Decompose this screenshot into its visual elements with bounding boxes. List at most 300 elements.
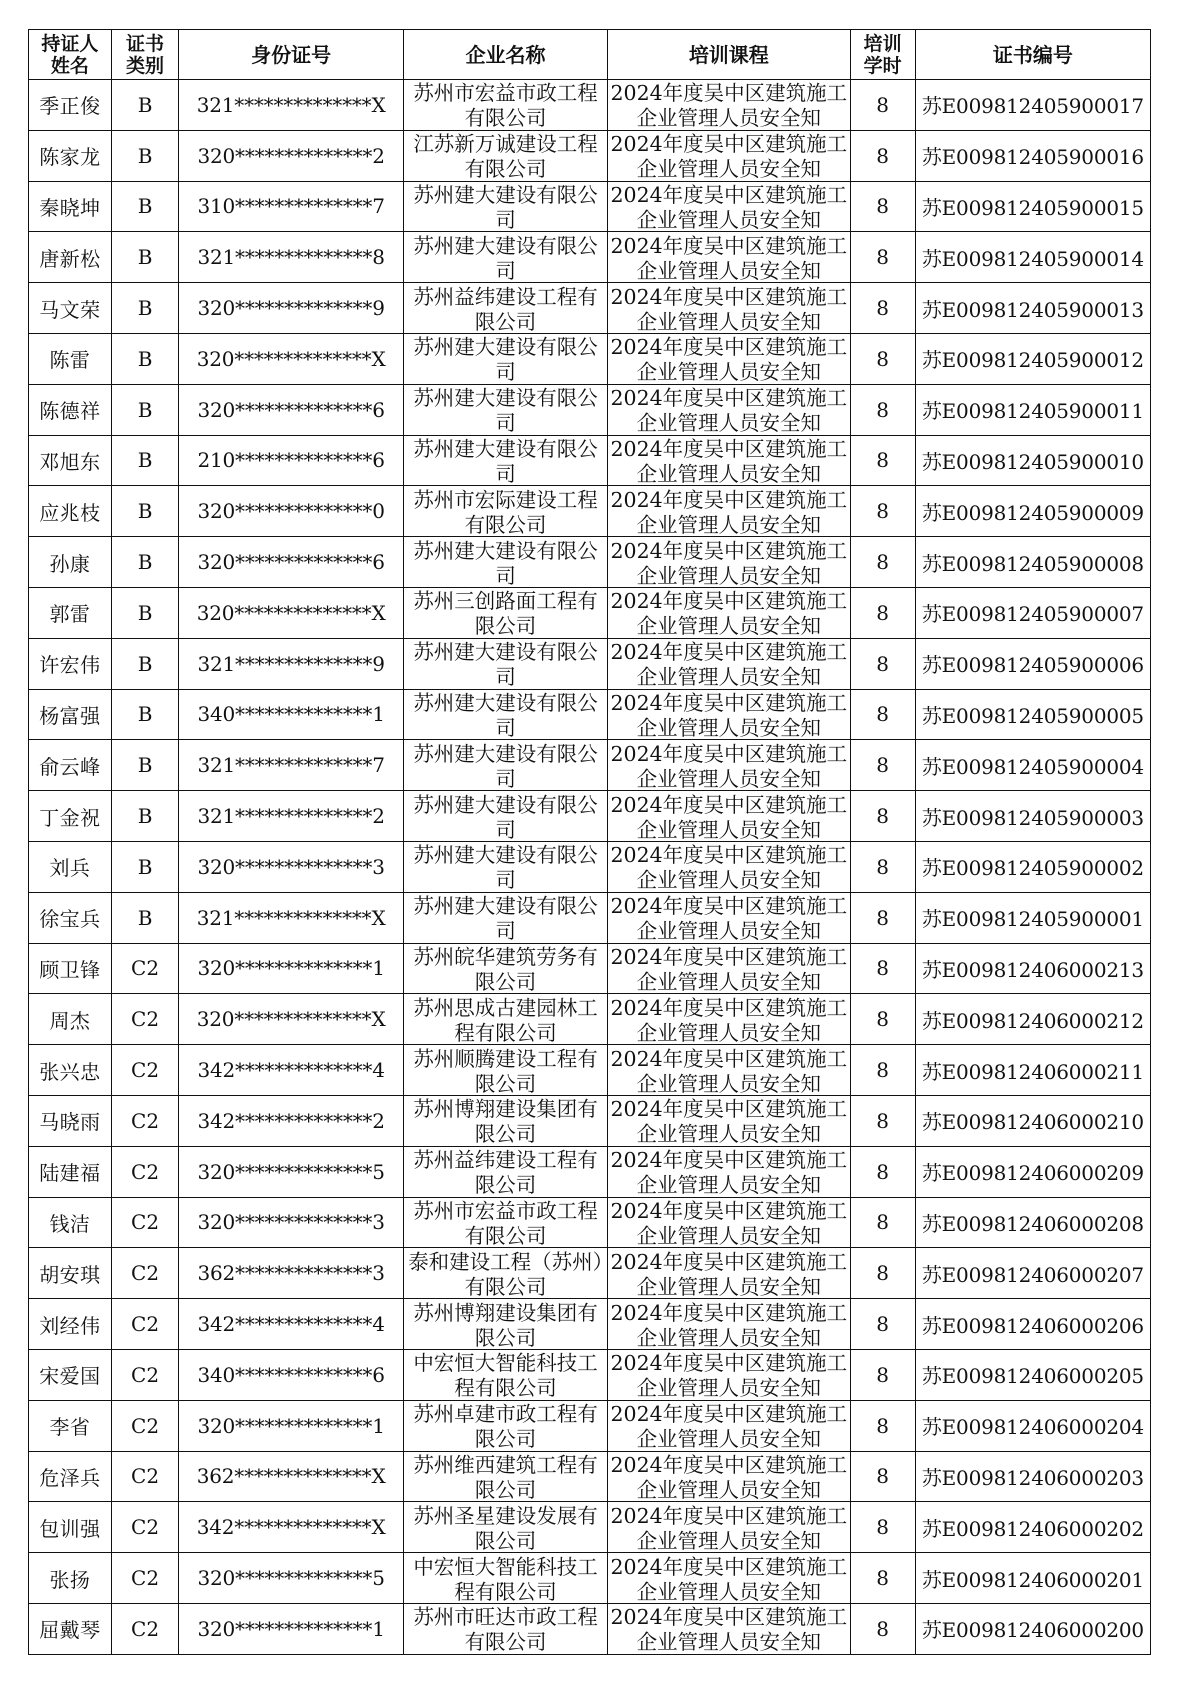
company-cell-text: 苏州卓建市政工程有限公司 [413,1402,598,1451]
hours-cell: 8 [850,689,915,740]
hours-cell: 8 [850,181,915,232]
id-number-cell: 342**************4 [179,1045,404,1096]
hours-cell: 8 [850,1400,915,1451]
table-row [29,892,1151,943]
cert-number-cell: 苏E009812405900010 [915,435,1150,486]
course-cell [608,486,850,537]
table-row [29,130,1151,181]
table-row [29,1146,1151,1197]
company-cell-text: 苏州建大建设有限公司 [413,894,598,943]
id-number-cell: 320**************5 [179,1146,404,1197]
holder-name-cell: 孙康 [29,537,112,588]
cert-type-cell: C2 [111,1400,178,1451]
cert-type-cell: B [111,384,178,435]
course-cell [608,1299,850,1350]
course-cell [608,537,850,588]
company-cell [404,740,608,791]
course-cell [608,994,850,1045]
id-number-cell: 320**************1 [179,943,404,994]
course-cell-text: 2024年度吴中区建筑施工企业管理人员安全知 [610,1249,848,1298]
holder-name-cell: 俞云峰 [29,740,112,791]
id-number-cell: 362**************3 [179,1248,404,1299]
table-body [29,80,1151,1655]
company-cell-text: 苏州博翔建设集团有限公司 [413,1097,598,1146]
course-cell [608,740,850,791]
header-company: 企业名称 [404,30,608,80]
table-row [29,232,1151,283]
id-number-cell: 320**************X [179,587,404,638]
company-cell-text: 江苏新万诚建设工程有限公司 [413,132,598,181]
holder-name-cell: 秦晓坤 [29,181,112,232]
holder-name-cell: 危泽兵 [29,1451,112,1502]
hours-cell: 8 [850,1349,915,1400]
hours-cell: 8 [850,486,915,537]
course-cell [608,333,850,384]
company-cell [404,1299,608,1350]
cert-type-cell: B [111,130,178,181]
table-row [29,486,1151,537]
course-cell-text: 2024年度吴中区建筑施工企业管理人员安全知 [610,1605,848,1654]
company-cell [404,1349,608,1400]
cert-number-cell: 苏E009812406000212 [915,994,1150,1045]
holder-name-cell: 徐宝兵 [29,892,112,943]
company-cell-text: 苏州皖华建筑劳务有限公司 [413,944,598,993]
course-cell-text: 2024年度吴中区建筑施工企业管理人员安全知 [610,132,848,181]
course-cell-text: 2024年度吴中区建筑施工企业管理人员安全知 [610,487,848,536]
id-number-cell: 320**************9 [179,283,404,334]
holder-name-cell: 应兆枝 [29,486,112,537]
course-cell [608,892,850,943]
holder-name-cell: 包训强 [29,1502,112,1553]
course-cell [608,1553,850,1604]
company-cell [404,435,608,486]
course-cell-text: 2024年度吴中区建筑施工企业管理人员安全知 [610,436,848,485]
company-cell [404,384,608,435]
holder-name-cell: 郭雷 [29,587,112,638]
course-cell-text: 2024年度吴中区建筑施工企业管理人员安全知 [610,589,848,638]
course-cell-text: 2024年度吴中区建筑施工企业管理人员安全知 [610,640,848,689]
course-cell [608,181,850,232]
course-cell-text: 2024年度吴中区建筑施工企业管理人员安全知 [610,335,848,384]
course-cell-text: 2024年度吴中区建筑施工企业管理人员安全知 [610,81,848,130]
cert-type-cell: C2 [111,1451,178,1502]
course-cell-text: 2024年度吴中区建筑施工企业管理人员安全知 [610,1097,848,1146]
table-row [29,333,1151,384]
hours-cell: 8 [850,1248,915,1299]
hours-cell: 8 [850,537,915,588]
id-number-cell: 210**************6 [179,435,404,486]
table-row [29,1502,1151,1553]
cert-number-cell: 苏E009812405900013 [915,283,1150,334]
table-row [29,791,1151,842]
company-cell-text: 苏州建大建设有限公司 [413,843,598,892]
cert-type-cell: C2 [111,1553,178,1604]
company-cell-text: 苏州建大建设有限公司 [413,792,598,841]
table-row [29,1400,1151,1451]
company-cell [404,1045,608,1096]
holder-name-cell: 刘兵 [29,841,112,892]
cert-number-cell: 苏E009812405900015 [915,181,1150,232]
id-number-cell: 320**************3 [179,1197,404,1248]
cert-type-cell: C2 [111,943,178,994]
course-cell-text: 2024年度吴中区建筑施工企业管理人员安全知 [610,233,848,282]
company-cell [404,333,608,384]
cert-number-cell: 苏E009812405900009 [915,486,1150,537]
cert-number-cell: 苏E009812405900003 [915,791,1150,842]
hours-cell: 8 [850,943,915,994]
certificate-table [28,29,1151,1655]
table-header [29,30,1151,80]
course-cell-text: 2024年度吴中区建筑施工企业管理人员安全知 [610,995,848,1044]
table-row [29,1451,1151,1502]
company-cell [404,130,608,181]
id-number-cell: 321**************7 [179,740,404,791]
header-cert-type: 证书 类别 [111,30,178,80]
hours-cell: 8 [850,80,915,131]
cert-type-cell: B [111,791,178,842]
holder-name-cell: 唐新松 [29,232,112,283]
company-cell [404,537,608,588]
company-cell [404,1146,608,1197]
id-number-cell: 320**************X [179,333,404,384]
company-cell-text: 苏州顺腾建设工程有限公司 [413,1046,598,1095]
holder-name-cell: 李省 [29,1400,112,1451]
cert-type-cell: B [111,689,178,740]
company-cell-text: 苏州市宏益市政工程有限公司 [413,1198,598,1247]
cert-type-cell: C2 [111,1146,178,1197]
cert-number-cell: 苏E009812406000203 [915,1451,1150,1502]
table-row [29,689,1151,740]
company-cell-text: 苏州维西建筑工程有限公司 [413,1452,598,1501]
company-cell [404,1197,608,1248]
holder-name-cell: 胡安琪 [29,1248,112,1299]
course-cell-text: 2024年度吴中区建筑施工企业管理人员安全知 [610,792,848,841]
company-cell [404,1603,608,1654]
cert-type-cell: B [111,486,178,537]
company-cell [404,1451,608,1502]
cert-number-cell: 苏E009812405900017 [915,80,1150,131]
id-number-cell: 362**************X [179,1451,404,1502]
table-row [29,1349,1151,1400]
company-cell-text: 苏州建大建设有限公司 [413,386,598,435]
company-cell [404,841,608,892]
cert-number-cell: 苏E009812406000213 [915,943,1150,994]
header-hours: 培训 学时 [850,30,915,80]
course-cell-text: 2024年度吴中区建筑施工企业管理人员安全知 [610,1046,848,1095]
hours-cell: 8 [850,1502,915,1553]
holder-name-cell: 陈雷 [29,333,112,384]
table-row [29,994,1151,1045]
cert-number-cell: 苏E009812405900005 [915,689,1150,740]
cert-number-cell: 苏E009812405900002 [915,841,1150,892]
cert-type-cell: B [111,740,178,791]
course-cell [608,1248,850,1299]
company-cell-text: 苏州建大建设有限公司 [413,182,598,231]
holder-name-cell: 刘经伟 [29,1299,112,1350]
id-number-cell: 320**************6 [179,537,404,588]
id-number-cell: 342**************X [179,1502,404,1553]
company-cell [404,791,608,842]
table-row [29,1197,1151,1248]
cert-type-cell: C2 [111,1045,178,1096]
hours-cell: 8 [850,232,915,283]
id-number-cell: 321**************9 [179,638,404,689]
header-id-number: 身份证号 [179,30,404,80]
course-cell [608,1400,850,1451]
course-cell-text: 2024年度吴中区建筑施工企业管理人员安全知 [610,1300,848,1349]
id-number-cell: 321**************8 [179,232,404,283]
cert-type-cell: C2 [111,1502,178,1553]
company-cell [404,181,608,232]
cert-number-cell: 苏E009812406000201 [915,1553,1150,1604]
company-cell-text: 苏州市宏益市政工程有限公司 [413,81,598,130]
course-cell [608,1045,850,1096]
course-cell-text: 2024年度吴中区建筑施工企业管理人员安全知 [610,1198,848,1247]
id-number-cell: 320**************3 [179,841,404,892]
table-row [29,80,1151,131]
course-cell-text: 2024年度吴中区建筑施工企业管理人员安全知 [610,1148,848,1197]
course-cell [608,384,850,435]
company-cell [404,1095,608,1146]
company-cell-text: 苏州建大建设有限公司 [413,741,598,790]
table-row [29,1095,1151,1146]
header-holder-name: 持证人 姓名 [29,30,112,80]
company-cell [404,80,608,131]
hours-cell: 8 [850,791,915,842]
course-cell [608,587,850,638]
course-cell-text: 2024年度吴中区建筑施工企业管理人员安全知 [610,1351,848,1400]
company-cell [404,1553,608,1604]
id-number-cell: 321**************2 [179,791,404,842]
course-cell [608,80,850,131]
holder-name-cell: 季正俊 [29,80,112,131]
company-cell-text: 苏州市旺达市政工程有限公司 [413,1605,598,1654]
company-cell-text: 苏州建大建设有限公司 [413,690,598,739]
cert-number-cell: 苏E009812405900016 [915,130,1150,181]
holder-name-cell: 邓旭东 [29,435,112,486]
hours-cell: 8 [850,638,915,689]
course-cell [608,232,850,283]
cert-type-cell: C2 [111,1299,178,1350]
company-cell-text: 苏州建大建设有限公司 [413,335,598,384]
company-cell-text: 苏州建大建设有限公司 [413,538,598,587]
cert-number-cell: 苏E009812405900014 [915,232,1150,283]
cert-type-cell: B [111,333,178,384]
hours-cell: 8 [850,435,915,486]
company-cell-text: 苏州圣星建设发展有限公司 [413,1503,598,1552]
table-row [29,1248,1151,1299]
course-cell-text: 2024年度吴中区建筑施工企业管理人员安全知 [610,1554,848,1603]
company-cell [404,689,608,740]
cert-number-cell: 苏E009812406000202 [915,1502,1150,1553]
course-cell-text: 2024年度吴中区建筑施工企业管理人员安全知 [610,284,848,333]
course-cell-text: 2024年度吴中区建筑施工企业管理人员安全知 [610,1402,848,1451]
id-number-cell: 320**************6 [179,384,404,435]
id-number-cell: 320**************1 [179,1603,404,1654]
company-cell-text: 苏州三创路面工程有限公司 [413,589,598,638]
course-cell-text: 2024年度吴中区建筑施工企业管理人员安全知 [610,741,848,790]
cert-type-cell: B [111,892,178,943]
course-cell-text: 2024年度吴中区建筑施工企业管理人员安全知 [610,538,848,587]
holder-name-cell: 陆建福 [29,1146,112,1197]
id-number-cell: 342**************2 [179,1095,404,1146]
course-cell [608,1349,850,1400]
holder-name-cell: 陈德祥 [29,384,112,435]
company-cell [404,587,608,638]
hours-cell: 8 [850,587,915,638]
cert-type-cell: C2 [111,1095,178,1146]
course-cell-text: 2024年度吴中区建筑施工企业管理人员安全知 [610,690,848,739]
course-cell [608,283,850,334]
company-cell-text: 中宏恒大智能科技工程有限公司 [413,1554,598,1603]
hours-cell: 8 [850,1451,915,1502]
company-cell-text: 苏州建大建设有限公司 [413,640,598,689]
header-cert-number: 证书编号 [915,30,1150,80]
table-row [29,740,1151,791]
hours-cell: 8 [850,1095,915,1146]
course-cell-text: 2024年度吴中区建筑施工企业管理人员安全知 [610,386,848,435]
table-row [29,1603,1151,1654]
holder-name-cell: 顾卫锋 [29,943,112,994]
id-number-cell: 320**************1 [179,1400,404,1451]
cert-type-cell: B [111,232,178,283]
cert-number-cell: 苏E009812405900004 [915,740,1150,791]
company-cell [404,232,608,283]
cert-number-cell: 苏E009812406000205 [915,1349,1150,1400]
course-cell [608,1197,850,1248]
cert-number-cell: 苏E009812406000204 [915,1400,1150,1451]
course-cell-text: 2024年度吴中区建筑施工企业管理人员安全知 [610,944,848,993]
holder-name-cell: 屈戴琴 [29,1603,112,1654]
hours-cell: 8 [850,1603,915,1654]
course-cell [608,689,850,740]
holder-name-cell: 张扬 [29,1553,112,1604]
cert-type-cell: B [111,587,178,638]
course-cell-text: 2024年度吴中区建筑施工企业管理人员安全知 [610,843,848,892]
company-cell-text: 苏州益纬建设工程有限公司 [413,284,598,333]
cert-number-cell: 苏E009812406000211 [915,1045,1150,1096]
holder-name-cell: 钱洁 [29,1197,112,1248]
company-cell-text: 苏州建大建设有限公司 [413,436,598,485]
holder-name-cell: 许宏伟 [29,638,112,689]
course-cell [608,638,850,689]
company-cell [404,1248,608,1299]
hours-cell: 8 [850,1197,915,1248]
course-cell-text: 2024年度吴中区建筑施工企业管理人员安全知 [610,894,848,943]
table-row [29,638,1151,689]
cert-number-cell: 苏E009812405900011 [915,384,1150,435]
holder-name-cell: 杨富强 [29,689,112,740]
holder-name-cell: 马晓雨 [29,1095,112,1146]
cert-type-cell: B [111,841,178,892]
hours-cell: 8 [850,1299,915,1350]
cert-type-cell: B [111,283,178,334]
course-cell [608,1502,850,1553]
cert-type-cell: C2 [111,1248,178,1299]
table-row [29,283,1151,334]
hours-cell: 8 [850,1553,915,1604]
cert-type-cell: C2 [111,1197,178,1248]
holder-name-cell: 宋爱国 [29,1349,112,1400]
cert-number-cell: 苏E009812406000207 [915,1248,1150,1299]
cert-number-cell: 苏E009812406000206 [915,1299,1150,1350]
id-number-cell: 320**************0 [179,486,404,537]
company-cell [404,1502,608,1553]
holder-name-cell: 马文荣 [29,283,112,334]
company-cell [404,638,608,689]
course-cell [608,435,850,486]
id-number-cell: 320**************X [179,994,404,1045]
hours-cell: 8 [850,841,915,892]
company-cell-text: 苏州市宏际建设工程有限公司 [413,487,598,536]
company-cell-text: 泰和建设工程（苏州）有限公司 [408,1249,603,1298]
course-cell [608,841,850,892]
header-row [29,30,1151,80]
holder-name-cell: 周杰 [29,994,112,1045]
cert-type-cell: B [111,537,178,588]
id-number-cell: 310**************7 [179,181,404,232]
cert-number-cell: 苏E009812406000210 [915,1095,1150,1146]
company-cell-text: 苏州博翔建设集团有限公司 [413,1300,598,1349]
holder-name-cell: 张兴忠 [29,1045,112,1096]
course-cell [608,130,850,181]
table-row [29,587,1151,638]
header-course: 培训课程 [608,30,850,80]
company-cell-text: 苏州思成古建园林工程有限公司 [413,995,598,1044]
cert-type-cell: B [111,435,178,486]
table-row [29,1045,1151,1096]
table-row [29,943,1151,994]
cert-type-cell: B [111,638,178,689]
course-cell-text: 2024年度吴中区建筑施工企业管理人员安全知 [610,1503,848,1552]
hours-cell: 8 [850,892,915,943]
cert-number-cell: 苏E009812406000200 [915,1603,1150,1654]
company-cell-text: 中宏恒大智能科技工程有限公司 [413,1351,598,1400]
company-cell [404,943,608,994]
company-cell [404,486,608,537]
cert-number-cell: 苏E009812406000209 [915,1146,1150,1197]
table-row [29,181,1151,232]
course-cell [608,943,850,994]
company-cell [404,994,608,1045]
course-cell [608,791,850,842]
hours-cell: 8 [850,1045,915,1096]
table-row [29,1553,1151,1604]
table-row [29,435,1151,486]
hours-cell: 8 [850,740,915,791]
course-cell [608,1603,850,1654]
cert-number-cell: 苏E009812405900008 [915,537,1150,588]
cert-type-cell: B [111,181,178,232]
cert-type-cell: C2 [111,1349,178,1400]
id-number-cell: 321**************X [179,892,404,943]
holder-name-cell: 陈家龙 [29,130,112,181]
table-row [29,384,1151,435]
cert-number-cell: 苏E009812406000208 [915,1197,1150,1248]
cert-number-cell: 苏E009812405900007 [915,587,1150,638]
company-cell [404,283,608,334]
company-cell-text: 苏州益纬建设工程有限公司 [413,1148,598,1197]
cert-type-cell: C2 [111,1603,178,1654]
id-number-cell: 320**************5 [179,1553,404,1604]
hours-cell: 8 [850,994,915,1045]
course-cell-text: 2024年度吴中区建筑施工企业管理人员安全知 [610,1452,848,1501]
cert-type-cell: C2 [111,994,178,1045]
company-cell [404,1400,608,1451]
id-number-cell: 342**************4 [179,1299,404,1350]
holder-name-cell: 丁金祝 [29,791,112,842]
id-number-cell: 320**************2 [179,130,404,181]
